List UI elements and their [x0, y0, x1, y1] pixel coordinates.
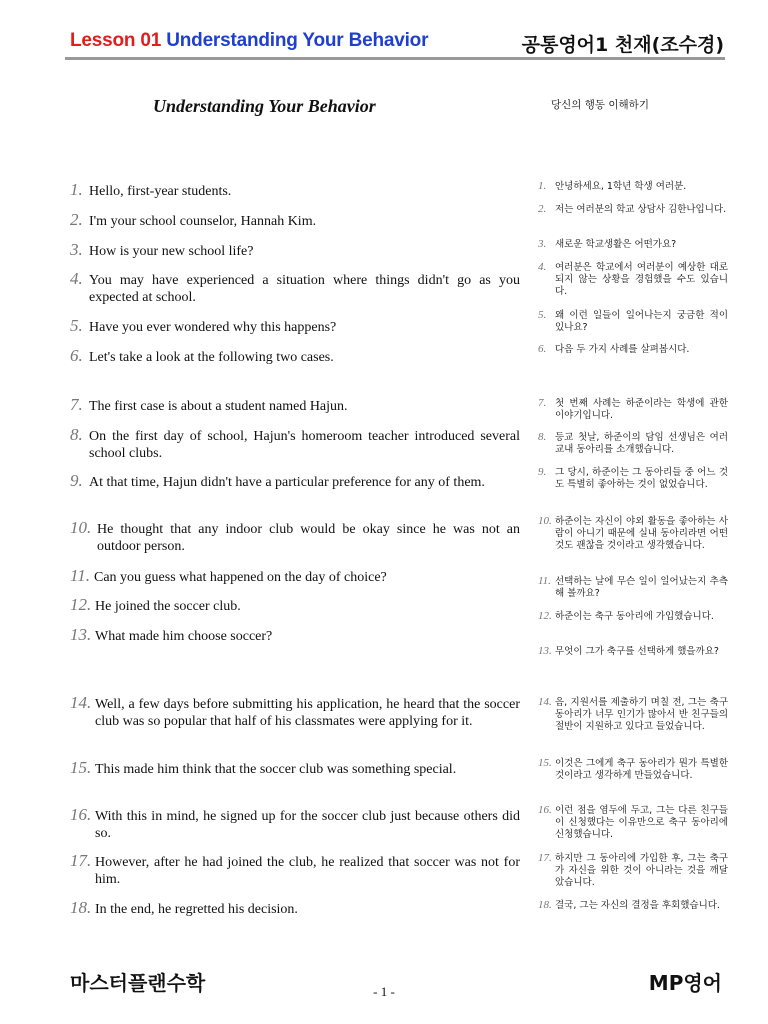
sentence-number: 1. [538, 180, 547, 192]
sentence-ko-14 [538, 697, 728, 732]
sentence-number: 17. [70, 851, 92, 870]
sentence-number: 12. [70, 595, 92, 614]
sentence-en-18 [70, 898, 520, 918]
footer-brand: 마스터플랜수학 [70, 971, 206, 995]
lesson-heading [70, 30, 428, 52]
sentence-en-15 [70, 758, 520, 778]
sentence-text-ko: 다음 두 가지 사례를 살펴봅시다. [555, 344, 690, 355]
sentence-text-ko: 하지만 그 동아리에 가입한 후, 그는 축구가 자신을 위한 것이 아니라는 것을 깨달았습니다. [555, 853, 728, 888]
sentence-ko-9 [538, 467, 728, 491]
sentence-number: 3. [70, 240, 83, 259]
sentence-en-1 [70, 180, 520, 200]
sentence-ko-6 [538, 344, 728, 356]
sentence-en-7 [70, 395, 520, 415]
sentence-text-ko: 이런 점을 염두에 두고, 그는 다른 친구들이 신청했다는 이유만으로 축구 동아리에 신청했습니다. [555, 805, 728, 840]
sentence-number: 1. [70, 180, 83, 199]
sentence-number: 7. [70, 395, 83, 414]
sentence-text-ko: 이것은 그에게 축구 동아리가 뭔가 특별한 것이라고 생각하게 만들었습니다. [555, 758, 728, 781]
sentence-number: 5. [70, 316, 83, 335]
sentence-en-13 [70, 625, 520, 645]
sentence-en-10 [70, 518, 520, 555]
sentence-ko-7 [538, 398, 728, 422]
sentence-number: 9. [538, 466, 547, 478]
sentence-ko-16 [538, 805, 728, 840]
sentence-ko-10 [538, 516, 728, 551]
lesson-title: Understanding Your Behavior [166, 30, 429, 51]
sentence-number: 10. [70, 518, 92, 537]
sentence-ko-15 [538, 758, 728, 782]
sentence-text-ko: 등교 첫날, 하준이의 담임 선생님은 여러 교내 동아리를 소개했습니다. [555, 432, 728, 455]
sentence-number: 5. [538, 309, 547, 321]
sentence-number: 8. [70, 425, 83, 444]
sentence-text-en: Hello, first-year students. [89, 184, 232, 199]
sentence-number: 2. [70, 210, 83, 229]
passage-title-ko: 당신의 행동 이해하기 [551, 99, 649, 111]
page-number: - 1 - [373, 984, 395, 999]
sentence-text-ko: 그 당시, 하준이는 그 동아리들 중 어느 것도 특별히 좋아하는 것이 없었습니다. [555, 467, 728, 490]
sentence-en-16 [70, 805, 520, 842]
sentence-text-ko: 하준이는 축구 동아리에 가입했습니다. [555, 611, 714, 622]
sentence-text-en: However, after he had joined the club, he realized that soccer was not for him. [95, 855, 520, 887]
sentence-number: 12. [538, 610, 552, 622]
sentence-ko-2 [538, 204, 728, 216]
sentence-text-en: He thought that any indoor club would be okay since he was not an outdoor person. [97, 522, 520, 554]
sentence-number: 7. [538, 397, 547, 409]
sentence-text-en: I'm your school counselor, Hannah Kim. [89, 214, 317, 229]
sentence-text-en: The first case is about a student named Hajun. [89, 399, 348, 414]
sentence-number: 15. [538, 757, 552, 769]
sentence-ko-12 [538, 611, 728, 623]
sentence-number: 9. [70, 471, 83, 490]
sentence-text-en: Have you ever wondered why this happens? [89, 320, 337, 335]
sentence-number: 14. [70, 693, 92, 712]
sentence-ko-4 [538, 262, 728, 297]
sentence-number: 17. [538, 852, 552, 864]
sentence-text-en: In the end, he regretted his decision. [95, 902, 298, 917]
sentence-en-9 [70, 471, 520, 491]
sentence-number: 3. [538, 238, 547, 250]
sentence-number: 4. [538, 261, 547, 273]
passage-title-en: Understanding Your Behavior [153, 96, 376, 116]
sentence-number: 16. [538, 804, 552, 816]
sentence-text-en: What made him choose soccer? [95, 629, 273, 644]
sentence-en-12 [70, 595, 520, 615]
sentence-en-17 [70, 851, 520, 888]
sentence-number: 2. [538, 203, 547, 215]
sentence-ko-17 [538, 853, 728, 888]
sentence-text-en: How is your new school life? [89, 244, 254, 259]
sentence-ko-13 [538, 646, 728, 658]
sentence-number: 10. [538, 515, 552, 527]
sentence-text-ko: 선택하는 날에 무슨 일이 일어났는지 추측해 볼까요? [555, 576, 728, 599]
sentence-text-ko: 여러분은 학교에서 여러분이 예상한 대로 되지 않는 상황을 경험했을 수도 있습니다. [555, 262, 728, 297]
sentence-ko-18 [538, 900, 728, 912]
sentence-number: 4. [70, 269, 83, 288]
sentence-number: 13. [538, 645, 552, 657]
sentence-text-ko: 하준이는 자신이 야외 활동을 좋아하는 사람이 아니기 때문에 실내 동아리라면 어떤 것도 괜찮을 것이라고 생각했습니다. [555, 516, 728, 551]
sentence-ko-8 [538, 432, 728, 456]
textbook-label: 공통영어1 천재(조수경) [521, 34, 724, 56]
sentence-en-2 [70, 210, 520, 230]
sentence-number: 15. [70, 758, 92, 777]
sentence-text-en: On the first day of school, Hajun's homeroom teacher introduced several school clubs. [89, 429, 520, 461]
sentence-number: 8. [538, 431, 547, 443]
sentence-en-3 [70, 240, 520, 260]
sentence-text-en: With this in mind, he signed up for the soccer club just because others did so. [95, 809, 520, 841]
sentence-en-11 [70, 566, 520, 586]
sentence-text-en: He joined the soccer club. [95, 599, 241, 614]
sentence-ko-5 [538, 310, 728, 334]
sentence-number: 14. [538, 696, 552, 708]
sentence-number: 6. [538, 343, 547, 355]
sentence-number: 13. [70, 625, 92, 644]
sentence-text-ko: 결국, 그는 자신의 결정을 후회했습니다. [555, 900, 720, 911]
footer-subject: MP영어 [648, 971, 722, 995]
sentence-text-en: Well, a few days before submitting his application, he heard that the soccer club was so popular that half of his classmates were applying for it. [95, 697, 520, 729]
sentence-text-ko: 첫 번째 사례는 하준이라는 학생에 관한 이야기입니다. [555, 398, 728, 421]
lesson-number: Lesson 01 [70, 30, 162, 51]
sentence-text-ko: 왜 이런 일들이 일어나는지 궁금한 적이 있나요? [555, 310, 728, 333]
sentence-number: 18. [70, 898, 92, 917]
sentence-number: 11. [70, 566, 90, 585]
sentence-text-ko: 새로운 학교생활은 어떤가요? [555, 239, 677, 250]
sentence-en-8 [70, 425, 520, 462]
sentence-number: 6. [70, 346, 83, 365]
sentence-en-4 [70, 269, 520, 306]
sentence-text-ko: 무엇이 그가 축구를 선택하게 했을까요? [555, 646, 719, 657]
sentence-text-ko: 안녕하세요, 1학년 학생 여러분. [555, 181, 687, 192]
sentence-text-en: Can you guess what happened on the day of choice? [94, 570, 387, 585]
sentence-text-en: This made him think that the soccer club was something special. [95, 762, 457, 777]
sentence-text-en: You may have experienced a situation where things didn't go as you expected at school. [89, 273, 520, 305]
sentence-text-ko: 저는 여러분의 학교 상담사 김한나입니다. [555, 204, 727, 215]
sentence-ko-11 [538, 576, 728, 600]
header-divider [65, 57, 725, 60]
sentence-number: 11. [538, 575, 551, 587]
sentence-text-en: At that time, Hajun didn't have a particular preference for any of them. [89, 475, 485, 490]
sentence-en-5 [70, 316, 520, 336]
sentence-number: 16. [70, 805, 92, 824]
sentence-ko-1 [538, 181, 728, 193]
sentence-en-14 [70, 693, 520, 730]
sentence-number: 18. [538, 899, 552, 911]
sentence-text-en: Let's take a look at the following two cases. [89, 350, 334, 365]
sentence-ko-3 [538, 239, 728, 251]
sentence-en-6 [70, 346, 520, 366]
sentence-text-ko: 음, 지원서를 제출하기 며칠 전, 그는 축구 동아리가 너무 인기가 많아서 반 친구들의 절반이 지원하고 있다고 들었습니다. [555, 697, 728, 732]
